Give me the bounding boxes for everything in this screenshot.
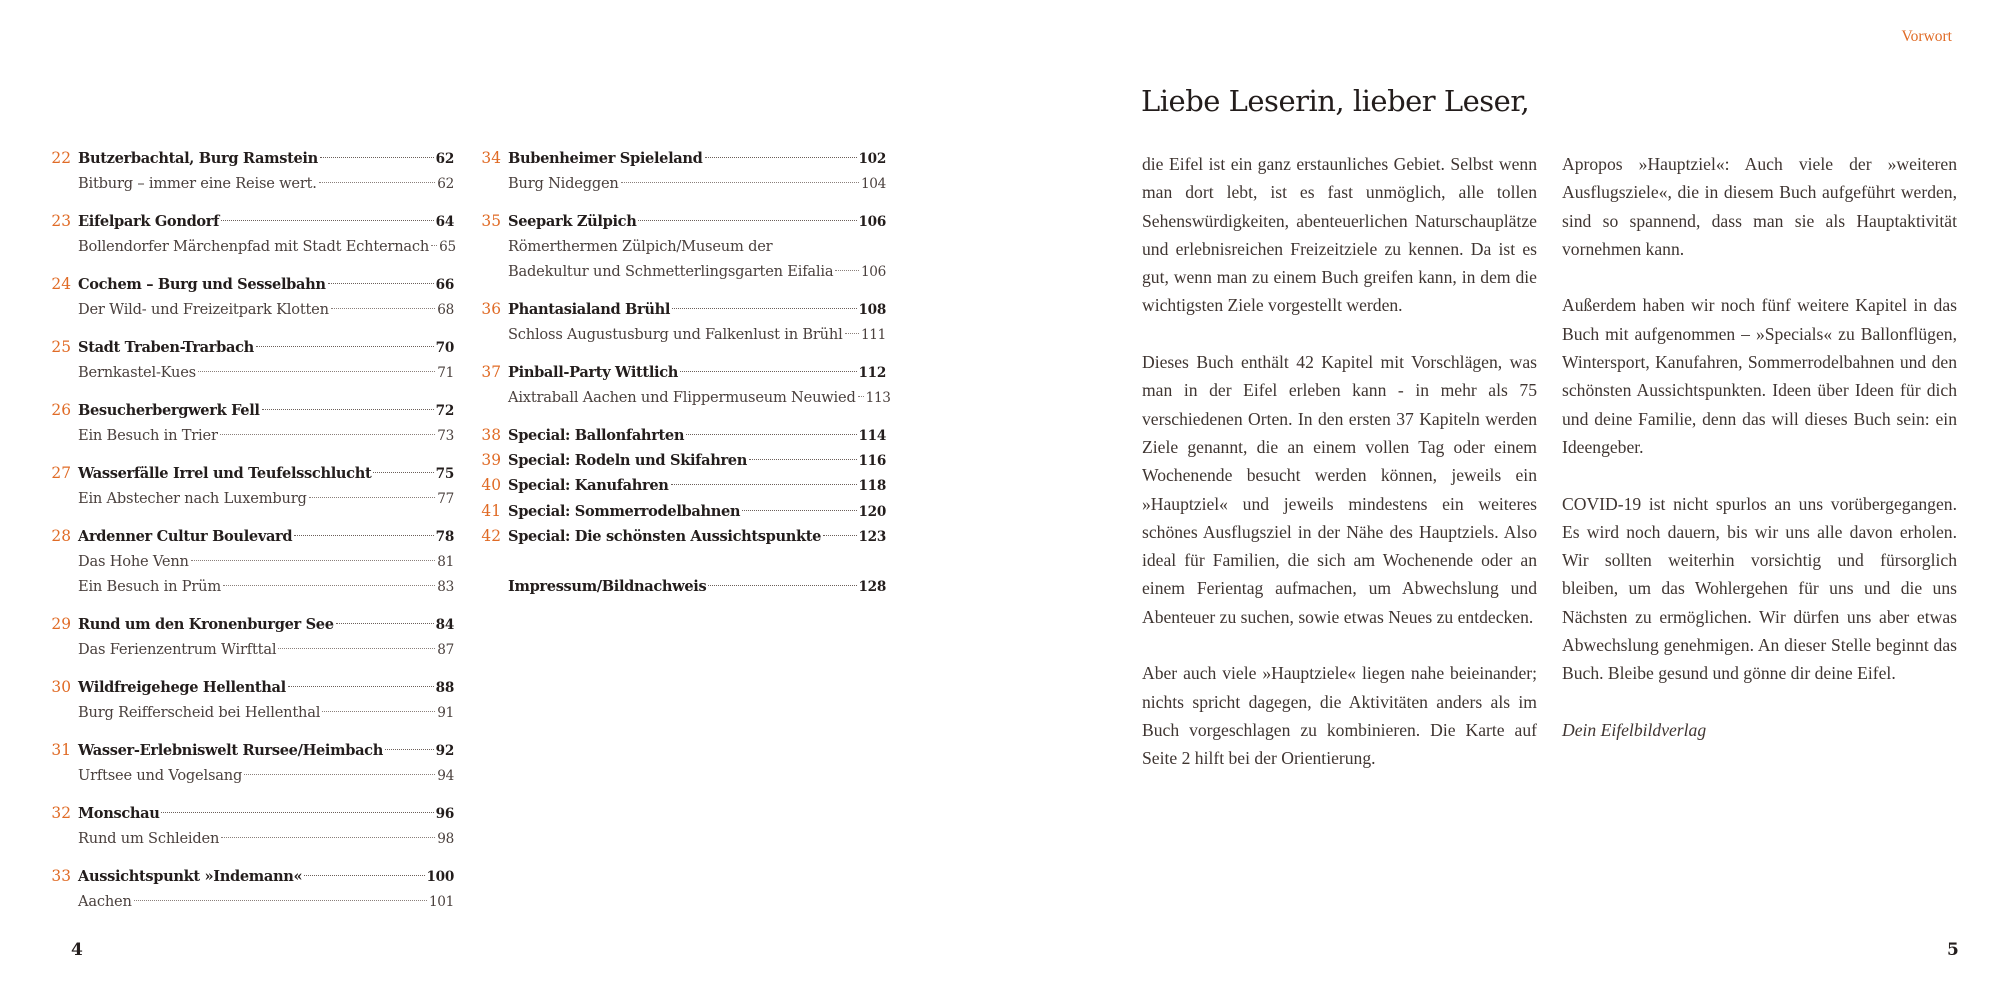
section-header: Vorwort bbox=[1901, 28, 1952, 45]
dot-leader bbox=[328, 283, 434, 284]
toc-title: Urftsee und Vogelsang bbox=[78, 767, 243, 785]
toc-impressum bbox=[476, 574, 886, 599]
toc-subentry bbox=[476, 171, 886, 196]
toc-entry bbox=[476, 473, 886, 498]
toc-title: Phantasialand Brühl bbox=[508, 301, 671, 319]
toc-entry bbox=[46, 272, 454, 322]
toc-subentry bbox=[46, 826, 454, 851]
toc-entry-line bbox=[46, 146, 454, 171]
toc-page-number: 66 bbox=[435, 276, 454, 293]
toc-page-number: 118 bbox=[858, 478, 886, 495]
toc-page-number: 96 bbox=[435, 805, 454, 822]
toc-entry-line bbox=[46, 612, 454, 637]
dot-leader bbox=[621, 182, 859, 183]
dot-leader bbox=[256, 346, 434, 347]
toc-page-number: 65 bbox=[439, 239, 456, 256]
toc-page-number: 84 bbox=[435, 616, 454, 633]
toc-page-number: 112 bbox=[858, 365, 886, 382]
toc-entry-line bbox=[46, 272, 454, 297]
toc-page-number: 78 bbox=[435, 528, 454, 545]
toc-page-number: 101 bbox=[428, 894, 454, 911]
toc-entry-line bbox=[46, 864, 454, 889]
greeting-heading: Liebe Leserin, lieber Leser, bbox=[1141, 84, 1530, 118]
chapter-number: 23 bbox=[51, 211, 71, 230]
dot-leader bbox=[191, 560, 436, 561]
toc-page-number: 70 bbox=[435, 339, 454, 356]
paragraph: COVID-19 ist nicht spurlos an uns vorübergegangen. Es wird noch dauern, bis wir uns alle davon erholen. Wir sollten weiterhin vorsichtig und fürsorglich bleiben, um das Wohlergehen für uns und die uns Nächsten zu ermöglichen. Wir dürfen uns aber etwas Abwechslung genehmigen. An dieser Stelle beginnt das Buch. Bleibe gesund und gönne dir deine Eifel. bbox=[1562, 493, 1957, 684]
chapter-number: 32 bbox=[51, 803, 71, 822]
page-number-right: 5 bbox=[1947, 940, 1959, 960]
toc-title: Impressum/Bildnachweis bbox=[508, 578, 707, 595]
paragraph: die Eifel ist ein ganz erstaunliches Gebiet. Selbst wenn man dort lebt, ist es fast unmöglich, alle tollen Sehenswürdigkeiten, abenteuerlichen Naturschauplätze und erlebnisreichen Freizeitziele zu kennen. Da ist es gut, wenn man zu einem Buch greifen kann, in dem die wichtigsten Ziele vorgestellt werden. bbox=[1142, 154, 1537, 316]
dot-leader bbox=[223, 585, 435, 586]
toc-page-number: 73 bbox=[437, 428, 454, 445]
toc-title: Special: Die schönsten Aussichtspunkte bbox=[508, 527, 822, 545]
toc-title: Besucherbergwerk Fell bbox=[78, 401, 260, 419]
toc-subentry bbox=[46, 360, 454, 385]
toc-entry bbox=[476, 146, 886, 196]
toc-page-number: 113 bbox=[865, 390, 891, 407]
toc-entry-line bbox=[46, 209, 454, 234]
chapter-number: 30 bbox=[51, 677, 71, 696]
chapter-number: 42 bbox=[481, 526, 501, 545]
paragraph: Dieses Buch enthält 42 Kapitel mit Vorschlägen, was man in der Eifel erleben kann - in mehr als 75 verschiedenen Orten. In den ersten 37 Kapiteln werden Ziele genannt, die an einem vollen Tag oder einem Wochenende besucht werden können, jeweils ein »Hauptziel« und jeweils mindestens ein weiteres schönes Ausflugsziel in der Nähe des Hauptziels. Also ideal für Familien, die sich am Wochenende oder an einem Ferientag aufmachen, um Abwechslung und Abenteuer zu suchen, sowie etwas Neues zu entdecken. bbox=[1142, 352, 1537, 627]
toc-title: Badekultur und Schmetterlingsgarten Eifalia bbox=[508, 263, 834, 281]
toc-title: Römerthermen Zülpich/Museum der bbox=[508, 238, 773, 256]
toc-page-number: 68 bbox=[437, 302, 454, 319]
chapter-number: 40 bbox=[481, 476, 501, 495]
toc-entry bbox=[46, 461, 454, 511]
paragraph: Außerdem haben wir noch fünf weitere Kapitel in das Buch mit aufgenommen – »Specials« zu Ballonflügen, Wintersport, Kanufahren, Sommerrodelbahnen und den schönsten Aussichtspunkten. Ideen über Ideen für dich und deine Familie, denn das will dieses Buch sein: ein Ideengeber. bbox=[1562, 295, 1957, 457]
dot-leader bbox=[845, 333, 859, 334]
dot-leader bbox=[385, 749, 434, 750]
dot-leader bbox=[322, 711, 435, 712]
dot-leader bbox=[288, 686, 434, 687]
toc-entry-line bbox=[476, 297, 886, 322]
toc-subentry bbox=[46, 486, 454, 511]
toc-subentry bbox=[46, 297, 454, 322]
toc-page-number: 62 bbox=[437, 176, 454, 193]
toc-entry bbox=[46, 801, 454, 851]
toc-entry-line bbox=[476, 448, 886, 473]
toc-title: Ein Besuch in Prüm bbox=[78, 578, 221, 596]
toc-subentry bbox=[476, 234, 886, 259]
toc-subentry bbox=[46, 574, 454, 599]
toc-entry-line bbox=[476, 423, 886, 448]
toc-entry bbox=[476, 423, 886, 448]
toc-page-number: 92 bbox=[435, 742, 454, 759]
toc-subentry bbox=[476, 322, 886, 347]
dot-leader bbox=[431, 245, 437, 246]
toc-page-number: 123 bbox=[858, 528, 886, 545]
toc-title: Rund um Schleiden bbox=[78, 830, 220, 848]
right-page bbox=[1000, 0, 2000, 1000]
dot-leader bbox=[331, 308, 435, 309]
toc-page-number: 106 bbox=[858, 213, 886, 230]
toc-title: Wasserfälle Irrel und Teufelsschlucht bbox=[78, 464, 372, 482]
dot-leader bbox=[686, 434, 856, 435]
toc-page-number: 81 bbox=[437, 554, 454, 570]
text-column-1 bbox=[1142, 150, 1537, 801]
dot-leader bbox=[835, 270, 859, 271]
toc-entry-line bbox=[46, 801, 454, 826]
toc-page-number: 71 bbox=[437, 365, 454, 382]
toc-title: Special: Sommerrodelbahnen bbox=[508, 502, 741, 520]
toc-subentry bbox=[46, 549, 454, 574]
dot-leader bbox=[221, 220, 434, 221]
toc-entry bbox=[476, 360, 891, 410]
chapter-number: 27 bbox=[51, 463, 71, 482]
toc-entry-line bbox=[46, 738, 454, 763]
toc-subentry bbox=[46, 423, 454, 448]
toc-entry-line bbox=[46, 675, 454, 700]
chapter-number: 29 bbox=[51, 614, 71, 633]
toc-title: Aixtraball Aachen und Flippermuseum Neuwied bbox=[508, 389, 856, 407]
toc-page-number: 77 bbox=[437, 491, 454, 508]
toc-page-number: 102 bbox=[858, 151, 886, 167]
toc-title: Special: Rodeln und Skifahren bbox=[508, 452, 747, 470]
toc-column-1 bbox=[46, 146, 454, 927]
toc-page-number: 116 bbox=[858, 453, 886, 470]
toc-page-number: 72 bbox=[435, 402, 454, 419]
toc-title: Butzerbachtal, Burg Ramstein bbox=[78, 150, 318, 167]
dot-leader bbox=[336, 623, 434, 624]
toc-entry-line bbox=[46, 398, 454, 423]
dot-leader bbox=[304, 875, 424, 876]
dot-leader bbox=[680, 371, 857, 372]
dot-leader bbox=[294, 535, 433, 536]
toc-entry-line bbox=[476, 473, 886, 498]
dot-leader bbox=[742, 510, 856, 511]
toc-entry bbox=[476, 524, 886, 549]
toc-entry-line bbox=[46, 524, 454, 549]
toc-page-number: 94 bbox=[437, 768, 454, 785]
toc-title: Eifelpark Gondorf bbox=[78, 212, 220, 230]
text-column-2 bbox=[1562, 150, 1957, 773]
toc-page-number: 64 bbox=[435, 213, 454, 230]
toc-page-number: 104 bbox=[860, 176, 886, 193]
toc-entry bbox=[46, 612, 454, 662]
toc-title: Monschau bbox=[78, 804, 160, 822]
toc-entry bbox=[476, 209, 886, 285]
dot-leader bbox=[221, 837, 435, 838]
toc-title: Aachen bbox=[78, 893, 132, 911]
toc-title: Wildfreigehege Hellenthal bbox=[78, 678, 286, 696]
dot-leader bbox=[823, 535, 856, 536]
toc-title: Das Ferienzentrum Wirfttal bbox=[78, 641, 277, 659]
dot-leader bbox=[373, 472, 433, 473]
dot-leader bbox=[278, 648, 435, 649]
toc-page-number: 111 bbox=[860, 327, 886, 344]
toc-title: Bernkastel-Kues bbox=[78, 364, 196, 382]
toc-page-number: 120 bbox=[858, 503, 886, 520]
toc-entry bbox=[46, 209, 454, 259]
dot-leader bbox=[320, 157, 434, 158]
toc-entry bbox=[476, 499, 886, 524]
toc-title: Der Wild- und Freizeitpark Klotten bbox=[78, 301, 329, 319]
toc-subentry bbox=[476, 259, 886, 284]
toc-entry bbox=[46, 398, 454, 448]
toc-title: Burg Nideggen bbox=[508, 175, 619, 193]
toc-title: Schloss Augustusburg und Falkenlust in Brühl bbox=[508, 326, 843, 344]
toc-entry bbox=[476, 448, 886, 473]
toc-page-number: 88 bbox=[435, 679, 454, 696]
chapter-number: 35 bbox=[481, 211, 501, 230]
toc-title: Bollendorfer Märchenpfad mit Stadt Echternach bbox=[78, 238, 430, 256]
toc-subentry bbox=[46, 234, 454, 259]
page-number-left: 4 bbox=[71, 940, 83, 960]
dot-leader bbox=[638, 220, 856, 221]
chapter-number: 41 bbox=[481, 501, 501, 520]
dot-leader bbox=[309, 497, 436, 498]
toc-title: Special: Kanufahren bbox=[508, 477, 669, 495]
toc-page-number: 75 bbox=[435, 465, 454, 482]
paragraph: Aber auch viele »Hauptziele« liegen nahe beieinander; nichts spricht dagegen, die Aktivitäten anders als im Buch vorgeschlagen zu kombinieren. Die Karte auf Seite 2 hilft bei der Orientierung. bbox=[1142, 663, 1537, 769]
toc-title: Ardenner Cultur Boulevard bbox=[78, 527, 293, 545]
toc-column-2 bbox=[476, 146, 891, 599]
toc-title: Burg Reifferscheid bei Hellenthal bbox=[78, 704, 321, 722]
toc-subentry bbox=[46, 700, 454, 725]
toc-title: Stadt Traben-Trarbach bbox=[78, 338, 254, 356]
toc-page-number: 100 bbox=[426, 868, 454, 885]
chapter-number: 34 bbox=[481, 149, 501, 167]
dot-leader bbox=[671, 484, 857, 485]
chapter-number: 25 bbox=[51, 337, 71, 356]
dot-leader bbox=[198, 371, 435, 372]
toc-entry-line bbox=[46, 461, 454, 486]
dot-leader bbox=[161, 812, 433, 813]
toc-title: Ein Abstecher nach Luxemburg bbox=[78, 490, 307, 508]
toc-subentry bbox=[46, 763, 454, 788]
toc-page-number: 98 bbox=[437, 831, 454, 848]
toc-title: Ein Besuch in Trier bbox=[78, 427, 218, 445]
toc-page-number: 108 bbox=[858, 302, 886, 319]
toc-entry-line bbox=[476, 524, 886, 549]
chapter-number: 38 bbox=[481, 426, 501, 445]
dot-leader bbox=[749, 459, 857, 460]
toc-entry bbox=[46, 146, 454, 196]
chapter-number: 31 bbox=[51, 740, 71, 759]
toc-title: Aussichtspunkt »Indemann« bbox=[78, 867, 303, 885]
toc-title: Pinball-Party Wittlich bbox=[508, 364, 679, 382]
chapter-number: 36 bbox=[481, 300, 501, 319]
toc-title: Special: Ballonfahrten bbox=[508, 427, 685, 445]
toc-entry-line bbox=[476, 360, 886, 385]
dot-leader bbox=[708, 585, 856, 586]
dot-leader bbox=[319, 182, 436, 183]
toc-subentry bbox=[46, 637, 454, 662]
toc-entry-line bbox=[46, 335, 454, 360]
toc-entry bbox=[46, 738, 454, 788]
toc-page-number: 87 bbox=[437, 642, 454, 659]
chapter-number: 24 bbox=[51, 274, 71, 293]
toc-entry bbox=[46, 524, 454, 600]
dot-leader bbox=[672, 308, 856, 309]
toc-page-number: 114 bbox=[858, 428, 886, 445]
toc-page-number: 128 bbox=[858, 579, 886, 595]
toc-title: Bubenheimer Spieleland bbox=[508, 150, 703, 167]
dot-leader bbox=[220, 434, 436, 435]
toc-title: Bitburg – immer eine Reise wert. bbox=[78, 175, 317, 193]
dot-leader bbox=[858, 396, 864, 397]
chapter-number: 37 bbox=[481, 363, 501, 382]
toc-title: Wasser-Erlebniswelt Rursee/Heimbach bbox=[78, 741, 383, 759]
toc-subentry bbox=[46, 171, 454, 196]
dot-leader bbox=[244, 774, 435, 775]
toc-page-number: 91 bbox=[437, 705, 454, 722]
chapter-number: 28 bbox=[51, 526, 71, 545]
toc-page-number: 106 bbox=[860, 264, 886, 281]
dot-leader bbox=[262, 409, 434, 410]
toc-page-number: 83 bbox=[437, 579, 454, 596]
toc-entry-line bbox=[476, 499, 886, 524]
dot-leader bbox=[134, 900, 427, 901]
toc-title: Seepark Zülpich bbox=[508, 212, 637, 230]
toc-entry bbox=[46, 864, 454, 914]
chapter-number: 33 bbox=[51, 866, 71, 885]
toc-entry bbox=[476, 297, 886, 347]
toc-title: Rund um den Kronenburger See bbox=[78, 615, 334, 633]
toc-subentry bbox=[476, 385, 891, 410]
toc-entry bbox=[46, 335, 454, 385]
toc-entry-line bbox=[476, 209, 886, 234]
toc-entry bbox=[46, 675, 454, 725]
signature: Dein Eifelbildverlag bbox=[1562, 719, 1707, 740]
toc-page-number: 62 bbox=[435, 151, 454, 167]
chapter-number: 26 bbox=[51, 400, 71, 419]
dot-leader bbox=[705, 157, 857, 158]
toc-entry-line bbox=[476, 146, 886, 171]
toc-title: Cochem – Burg und Sesselbahn bbox=[78, 275, 326, 293]
chapter-number: 22 bbox=[51, 149, 71, 167]
toc-subentry bbox=[46, 889, 454, 914]
toc-title: Das Hohe Venn bbox=[78, 553, 189, 570]
chapter-number: 39 bbox=[481, 451, 501, 470]
paragraph: Apropos »Hauptziel«: Auch viele der »weiteren Ausflugsziele«, die in diesem Buch aufgeführt werden, sind so spannend, dass man sie als Hauptaktivität vornehmen kann. bbox=[1562, 154, 1957, 259]
